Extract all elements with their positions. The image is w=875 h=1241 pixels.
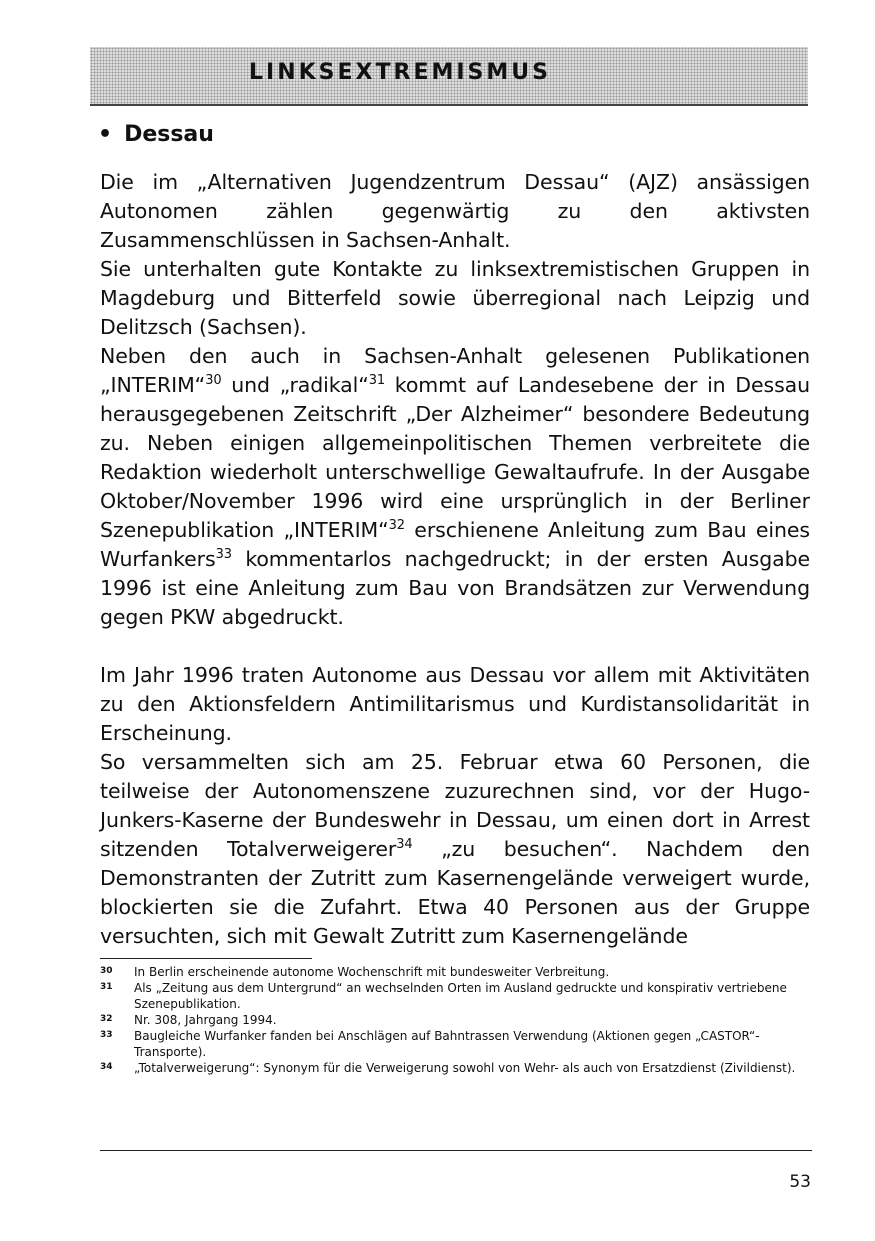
body-text [100, 168, 810, 951]
footnote-text: In Berlin erscheinende autonome Wochenschrift mit bundesweiter Verbreitung. [134, 965, 610, 979]
text-run: Neben den auch in Sachsen-Anhalt gelesenen Publikationen „INTERIM“ [100, 344, 810, 397]
paragraph-3 [100, 342, 810, 632]
footnote-31 [100, 980, 812, 1012]
text-run: kommentarlos nachgedruckt; in der ersten Ausgabe 1996 ist eine Anleitung zum Bau von Brandsätzen zur Verwendung gegen PKW abgedruckt. [100, 547, 810, 629]
footnote-32 [100, 1012, 812, 1028]
paragraph-2: Sie unterhalten gute Kontakte zu linksextremistischen Gruppen in Magdeburg und Bitterfeld sowie überregional nach Leipzig und Delitzsch (Sachsen). [100, 257, 810, 339]
footnote-30 [100, 964, 812, 980]
footnotes [100, 964, 812, 1076]
text-run: und „radikal“ [221, 373, 369, 397]
bottom-rule [100, 1150, 812, 1151]
footnote-34 [100, 1060, 812, 1076]
footnote-text: Nr. 308, Jahrgang 1994. [134, 1013, 277, 1027]
footnote-ref-30: 30 [205, 373, 222, 388]
footnote-ref-33: 33 [215, 547, 232, 562]
footnote-text: Als „Zeitung aus dem Untergrund“ an wechselnden Orten im Ausland gedruckte und konspirativ vertriebene Szenepublikation. [134, 981, 787, 1011]
footnote-text: Baugleiche Wurfanker fanden bei Anschlägen auf Bahntrassen Verwendung (Aktionen gegen „CASTOR“-Transporte). [134, 1029, 760, 1059]
footnote-number: 30 [100, 966, 113, 976]
footnote-number: 33 [100, 1030, 113, 1040]
footnote-ref-32: 32 [388, 518, 405, 533]
footnote-ref-31: 31 [368, 373, 386, 388]
page-header-title: LINKSEXTREMISMUS [249, 60, 551, 85]
paragraph-5 [100, 748, 810, 951]
footnote-number: 31 [100, 982, 113, 992]
text-run: „zu besuchen“. Nachdem den Demonstranten der Zutritt zum Kasernengelände verweigert wurde, blockierten sie die Zufahrt. Etwa 40 Personen aus der Gruppe versuchten, sich mit Gewalt Zutritt zum Kasernengelände [100, 837, 810, 948]
section-title: Dessau [124, 122, 214, 147]
text-run: So versammelten sich am 25. Februar etwa 60 Personen, die teilweise der Autonomenszene zuzurechnen sind, vor der Hugo-Junkers-Kaserne der Bundeswehr in Dessau, um einen dort in Arrest sitzenden Totalverweigerer [100, 750, 810, 861]
footnote-rule [100, 958, 312, 959]
footnote-number: 32 [100, 1014, 113, 1024]
footnote-ref-34: 34 [396, 837, 413, 852]
text-run: erschienene Anleitung zum Bau eines Wurfankers [100, 518, 810, 571]
page-number: 53 [789, 1172, 811, 1192]
footnote-number: 34 [100, 1062, 113, 1072]
bullet-icon: • [98, 122, 113, 147]
text-run: kommt auf Landesebene der in Dessau herausgegebenen Zeitschrift „Der Alzheimer“ besondere Bedeutung zu. Neben einigen allgemeinpolitischen Themen verbreitete die Redaktion wiederholt unterschwellige Gewaltaufrufe. In der Ausgabe Oktober/November 1996 wird eine ursprünglich in der Berliner Szenepublikation „INTERIM“ [100, 373, 811, 542]
footnote-33 [100, 1028, 812, 1060]
footnote-text: „Totalverweigerung“: Synonym für die Verweigerung sowohl von Wehr- als auch von Ersatzdienst (Zivildienst). [134, 1061, 796, 1075]
paragraph-1: Die im „Alternativen Jugendzentrum Dessau“ (AJZ) ansässigen Autonomen zählen gegenwärtig zu den aktivsten Zusammenschlüssen in Sachsen-Anhalt. [100, 170, 810, 252]
paragraph-4: Im Jahr 1996 traten Autonome aus Dessau vor allem mit Aktivitäten zu den Aktionsfeldern Antimilitarismus und Kurdistansolidarität in Erscheinung. [100, 663, 810, 745]
section-heading [98, 122, 214, 147]
header-rule [90, 104, 808, 106]
